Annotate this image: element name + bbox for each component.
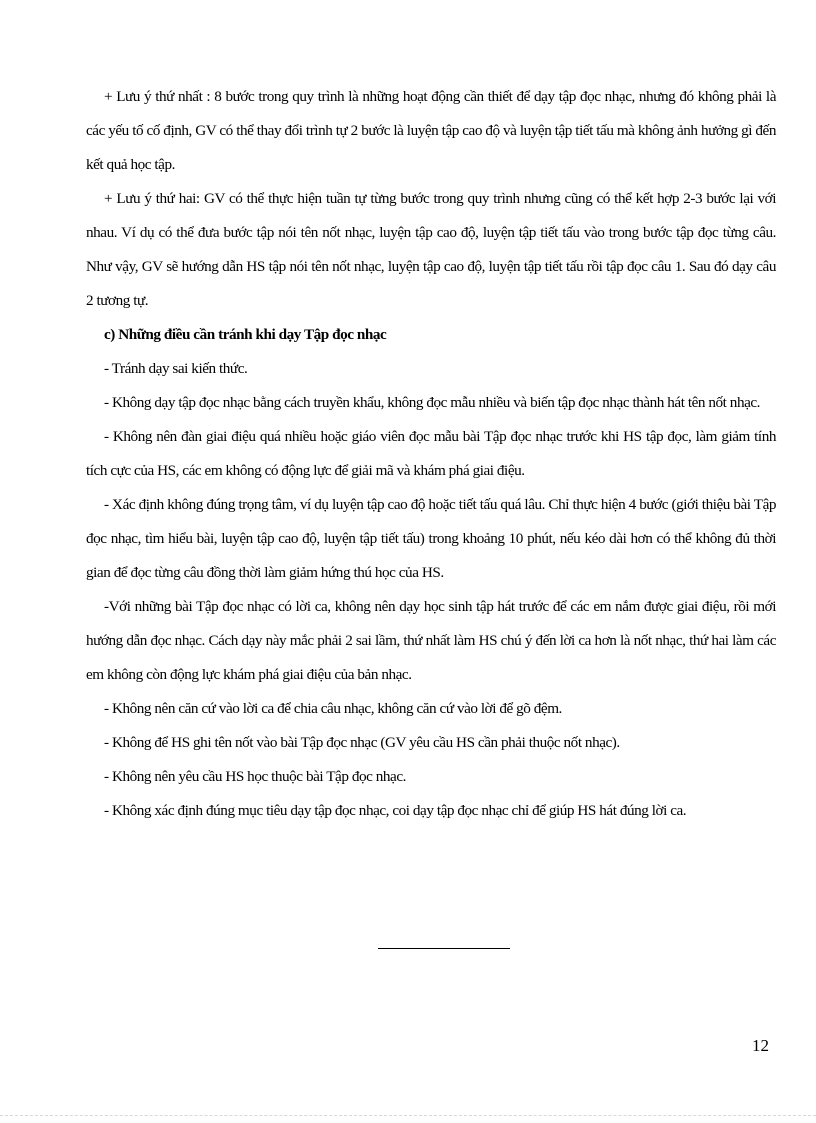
page-bottom-edge <box>0 1115 816 1116</box>
page-content <box>86 80 776 828</box>
avoid-item: - Không nên yêu cầu HS học thuộc bài Tập đọc nhạc. <box>104 768 406 785</box>
avoid-item: - Tránh dạy sai kiến thức. <box>104 360 248 377</box>
avoid-item: - Không nên đàn giai điệu quá nhiều hoặc giáo viên đọc mẫu bài Tập đọc nhạc trước khi HS tập đọc, làm giảm tính tích cực của HS, các em không có động lực để giải mã và khám phá giai điệu. <box>86 428 776 479</box>
avoid-item: - Không để HS ghi tên nốt vào bài Tập đọc nhạc (GV yêu cầu HS cần phải thuộc nốt nhạc). <box>104 734 620 751</box>
avoid-item: - Xác định không đúng trọng tâm, ví dụ luyện tập cao độ hoặc tiết tấu quá lâu. Chỉ thực hiện 4 bước (giới thiệu bài Tập đọc nhạc, tìm hiểu bài, luyện tập cao độ, luyện tập tiết tấu) trong khoảng 10 phút, nếu kéo dài hơn có thể không đủ thời gian để đọc từng câu đồng thời làm giảm hứng thú học của HS. <box>86 496 776 581</box>
avoid-item: -Với những bài Tập đọc nhạc có lời ca, không nên dạy học sinh tập hát trước để các em nắm được giai điệu, rồi mới hướng dẫn đọc nhạc. Cách dạy này mắc phải 2 sai lầm, thứ nhất làm HS chú ý đến lời ca hơn là nốt nhạc, thứ hai làm các em không còn động lực khám phá giai điệu của bản nhạc. <box>86 598 776 683</box>
section-heading: c) Những điều cần tránh khi dạy Tập đọc nhạc <box>104 326 387 343</box>
note-first-paragraph: + Lưu ý thứ nhất : 8 bước trong quy trình là những hoạt động cần thiết để dạy tập đọc nhạc, nhưng đó không phải là các yếu tố cố định, GV có thể thay đổi trình tự 2 bước là luyện tập cao độ và luyện tập tiết tấu mà không ảnh hưởng gì đến kết quả học tập. <box>86 88 776 173</box>
avoid-item: - Không xác định đúng mục tiêu dạy tập đọc nhạc, coi dạy tập đọc nhạc chỉ để giúp HS hát đúng lời ca. <box>104 802 687 819</box>
avoid-item: - Không dạy tập đọc nhạc bằng cách truyền khẩu, không đọc mẫu nhiều và biến tập đọc nhạc thành hát tên nốt nhạc. <box>104 394 761 411</box>
avoid-item: - Không nên căn cứ vào lời ca để chia câu nhạc, không căn cứ vào lời để gõ đệm. <box>104 700 562 717</box>
section-divider <box>378 948 510 949</box>
note-second-paragraph: + Lưu ý thứ hai: GV có thể thực hiện tuần tự từng bước trong quy trình nhưng cũng có thể kết hợp 2-3 bước lại với nhau. Ví dụ có thể đưa bước tập nói tên nốt nhạc, luyện tập cao độ, luyện tập tiết tấu vào trong bước tập đọc từng câu. Như vậy, GV sẽ hướng dẫn HS tập nói tên nốt nhạc, luyện tập cao độ, luyện tập tiết tấu rồi tập đọc câu 1. Sau đó dạy câu 2 tương tự. <box>86 190 776 309</box>
page-number: 12 <box>752 1036 769 1055</box>
